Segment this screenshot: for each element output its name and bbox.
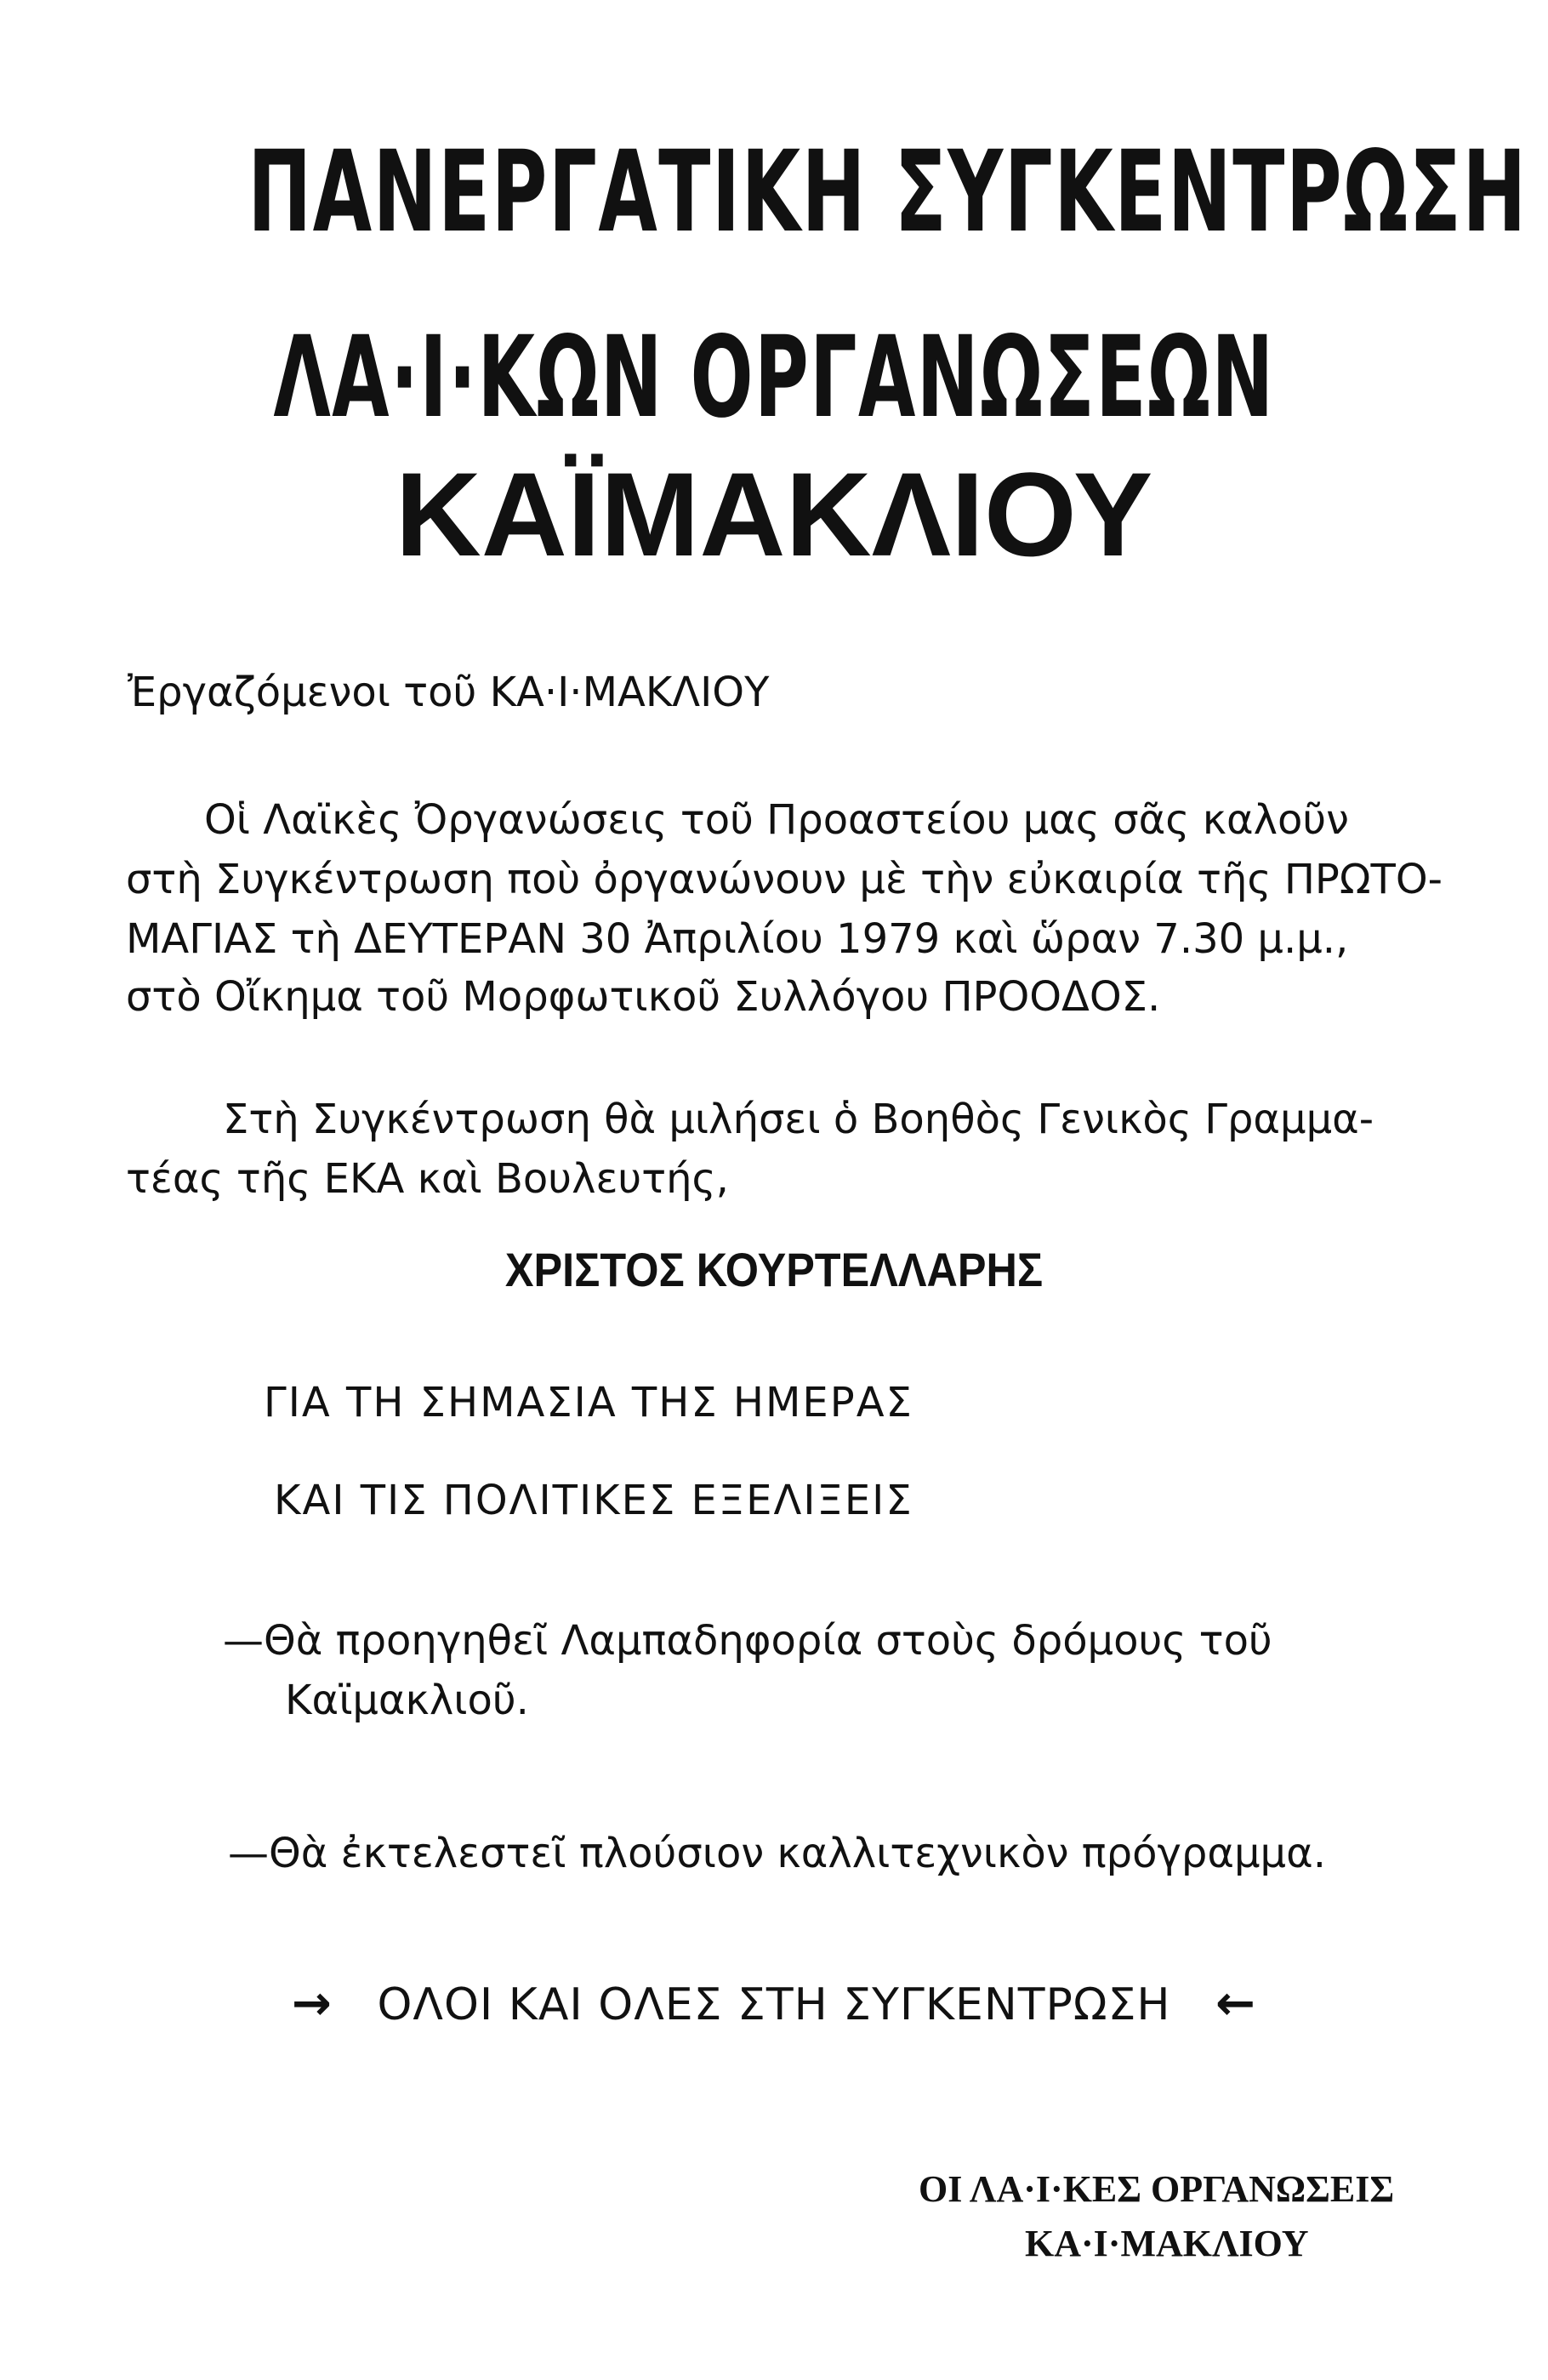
note-torch-procession: —Θὰ προηγηθεῖ Λαμπαδηφορία στοὺς δρόμους τοῦ [223, 1617, 1272, 1665]
slogan-text: ΟΛΟΙ ΚΑΙ ΟΛΕΣ ΣΤΗ ΣΥΓΚΕΝΤΡΩΣΗ [377, 1979, 1171, 2030]
topic-line-2: ΚΑΙ ΤΙΣ ΠΟΛΙΤΙΚΕΣ ΕΞΕΛΙΞΕΙΣ [274, 1477, 913, 1524]
slogan [0, 1976, 1548, 2031]
note-art-programme: —Θὰ ἐκτελεστεῖ πλούσιον καλλιτεχνικὸν πρόγραμμα. [228, 1830, 1326, 1877]
right-arrow-icon: → [291, 1976, 333, 2031]
paragraph-1-line-2: στὴ Συγκέντρωση ποὺ ὀργανώνουν μὲ τὴν εὐκαιρία τῆς ΠΡΩΤΟ- [126, 856, 1443, 903]
headline-line-3: ΚΑΪΜΑΚΛΙΟΥ [395, 447, 1153, 581]
headline-line-1: ΠΑΝΕΡΓΑΤΙΚΗ ΣΥΓΚΕΝΤΡΩΣΗ [248, 127, 1528, 258]
speaker-name: ΧΡΙΣΤΟΣ ΚΟΥΡΤΕΛΛΑΡΗΣ [504, 1243, 1044, 1296]
signature-line-2: ΚΑ·Ι·ΜΑΚΛΙΟΥ [1025, 2223, 1309, 2264]
paragraph-1-line-3: ΜΑΓΙΑΣ τὴ ΔΕΥΤΕΡΑΝ 30 Ἀπριλίου 1979 καὶ ὥραν 7.30 μ.μ., [126, 915, 1349, 963]
left-arrow-icon: ← [1215, 1976, 1257, 2031]
headline-line-2: ΛΑ·Ι·ΚΩΝ ΟΡΓΑΝΩΣΕΩΝ [273, 312, 1275, 443]
note-torch-procession-cont: Καϊμακλιοῦ. [285, 1677, 529, 1724]
topic-line-1: ΓΙΑ ΤΗ ΣΗΜΑΣΙΑ ΤΗΣ ΗΜΕΡΑΣ [264, 1379, 913, 1426]
paragraph-2-line-1: Στὴ Συγκέντρωση θὰ μιλήσει ὁ Βοηθὸς Γενικὸς Γραμμα- [223, 1096, 1374, 1143]
signature-line-1: ΟΙ ΛΑ·Ι·ΚΕΣ ΟΡΓΑΝΩΣΕΙΣ [919, 2168, 1395, 2210]
paragraph-2-line-2: τέας τῆς ΕΚΑ καὶ Βουλευτής, [126, 1155, 729, 1203]
paragraph-1-line-4: στὸ Οἴκημα τοῦ Μορφωτικοῦ Συλλόγου ΠΡΟΟΔΟΣ. [126, 973, 1161, 1021]
paragraph-1-line-1: Οἱ Λαϊκὲς Ὀργανώσεις τοῦ Προαστείου μας σᾶς καλοῦν [204, 796, 1349, 844]
greeting: Ἐργαζόμενοι τοῦ ΚΑ·Ι·ΜΑΚΛΙΟΥ [128, 669, 770, 716]
